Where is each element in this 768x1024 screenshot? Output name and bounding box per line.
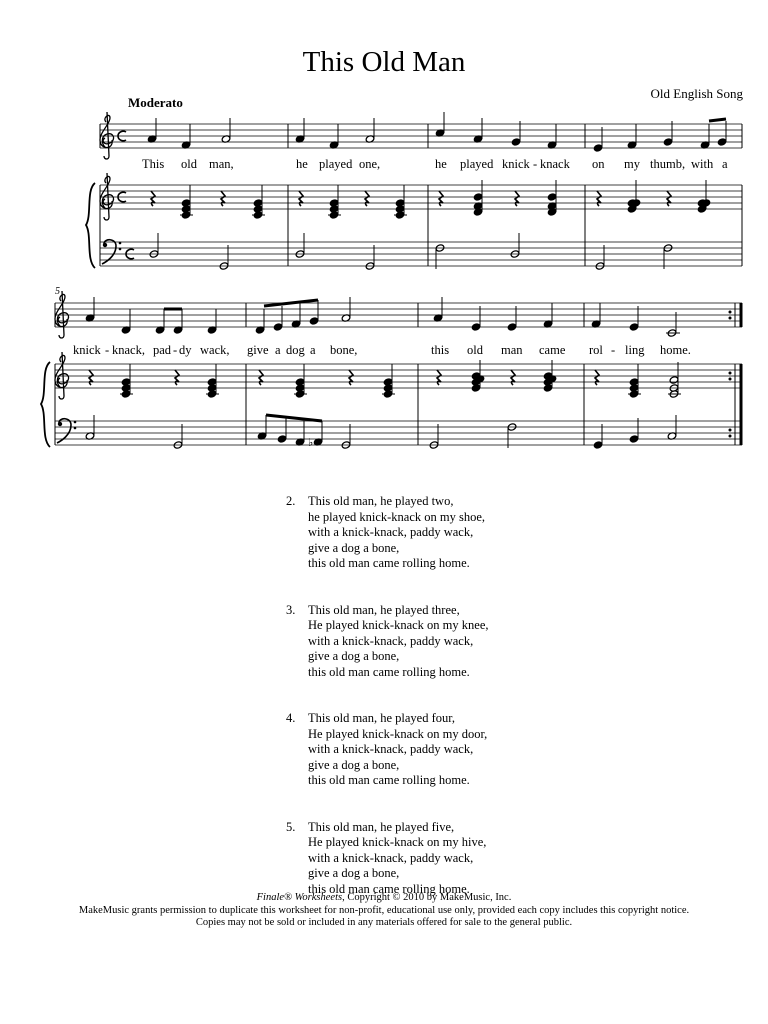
- verse-4: [288, 711, 489, 789]
- brand-credit: Finale® Worksheets: [256, 892, 343, 903]
- permission-notice: MakeMusic grants permission to duplicate this worksheet for non-profit, educational use only, provided each copy includes this copyright notice.: [78, 904, 690, 916]
- verse-line: with a knick-knack, paddy wack,: [308, 525, 474, 539]
- system-2: [41, 286, 742, 449]
- verse-line: This old man, he played four,: [308, 711, 456, 725]
- copyright-line: [0, 892, 768, 905]
- lyric-syllable: this: [431, 343, 450, 357]
- lyric-syllable: with: [691, 157, 714, 171]
- lyric-syllable: This: [142, 157, 165, 171]
- lyric-syllable: on: [592, 157, 605, 171]
- verse-line: This old man, he played five,: [308, 819, 455, 834]
- lyric-syllable: knick: [502, 157, 530, 171]
- sheet-music: [0, 0, 768, 470]
- lyric-syllable: he: [296, 157, 308, 171]
- lyric-syllable: old: [467, 343, 483, 357]
- lyric-syllable: pad: [153, 343, 172, 357]
- additional-verses: [288, 494, 489, 928]
- tempo-marking: Moderato: [128, 95, 183, 110]
- page-title: This Old Man: [302, 46, 466, 78]
- verse-line: this old man came rolling home.: [308, 881, 470, 896]
- lyric-syllable: one,: [359, 157, 381, 171]
- verse-line: This old man, he played three,: [308, 602, 460, 617]
- verse-line: give a dog a bone,: [308, 757, 400, 772]
- lyrics-system-2: [73, 343, 691, 357]
- lyric-syllable: knack: [540, 157, 570, 171]
- lyric-syllable: bone,: [330, 343, 358, 357]
- lyric-syllable: -: [105, 343, 110, 357]
- lyric-syllable: dog: [286, 343, 305, 357]
- verse-line: with a knick-knack, paddy wack,: [308, 850, 474, 865]
- system-1: [86, 112, 742, 270]
- lyric-syllable: give: [247, 343, 269, 357]
- verse-number: 2.: [286, 494, 296, 508]
- svg-text:♭: ♭: [308, 437, 314, 449]
- lyric-syllable: man: [501, 343, 523, 357]
- lyric-syllable: man,: [209, 157, 234, 171]
- verse-line: he played knick-knack on my shoe,: [308, 509, 486, 524]
- verse-line: this old man came rolling home.: [308, 664, 470, 679]
- lyric-syllable: -: [173, 343, 178, 357]
- lyric-syllable: wack,: [200, 343, 230, 357]
- verse-line: He played knick-knack on my knee,: [308, 618, 489, 632]
- lyric-syllable: my: [624, 157, 640, 171]
- lyric-syllable: knick: [73, 343, 101, 357]
- copyright-text: , Copyright © 2010 by MakeMusic, Inc.: [342, 892, 512, 903]
- lyric-syllable: ling: [625, 343, 645, 357]
- verse-line: this old man came rolling home.: [308, 773, 470, 787]
- verse-line: give a dog a bone,: [308, 866, 400, 880]
- lyric-syllable: -: [533, 157, 538, 171]
- lyric-syllable: a: [275, 343, 281, 357]
- sale-restriction: Copies may not be sold or included in any materials offered for sale to the general public.: [195, 917, 573, 928]
- lyric-syllable: played: [319, 157, 353, 171]
- lyric-syllable: a: [310, 343, 316, 357]
- lyric-syllable: old: [181, 157, 197, 171]
- verse-number: 5.: [286, 819, 296, 834]
- measure-number: 5: [55, 286, 60, 297]
- copyright-footer: [0, 892, 768, 930]
- verse-number: 3.: [286, 602, 296, 617]
- verse-line: with a knick-knack, paddy wack,: [308, 742, 474, 756]
- composer-credit: Old English Song: [650, 86, 743, 101]
- lyric-syllable: thumb,: [650, 157, 686, 171]
- lyric-syllable: rol: [589, 343, 603, 357]
- verse-line: He played knick-knack on my door,: [308, 726, 488, 741]
- lyric-syllable: a: [722, 157, 728, 171]
- verse-line: give a dog a bone,: [308, 649, 400, 663]
- verse-line: This old man, he played two,: [308, 494, 454, 508]
- lyric-syllable: home.: [660, 343, 691, 357]
- verse-5: [288, 820, 489, 898]
- verse-number: 4.: [286, 711, 296, 725]
- lyric-syllable: dy: [179, 343, 192, 357]
- lyric-syllable: played: [460, 157, 494, 171]
- lyric-syllable: he: [435, 157, 447, 171]
- verse-line: He played knick-knack on my hive,: [308, 835, 487, 849]
- verse-line: give a dog a bone,: [308, 540, 400, 555]
- verse-line: with a knick-knack, paddy wack,: [308, 633, 474, 648]
- verse-2: [288, 494, 489, 572]
- lyrics-system-1: [142, 157, 728, 171]
- lyric-syllable: -: [611, 343, 616, 357]
- lyric-syllable: knack,: [112, 343, 145, 357]
- lyric-syllable: came: [539, 343, 566, 357]
- verse-line: this old man came rolling home.: [308, 556, 470, 570]
- verse-3: [288, 603, 489, 681]
